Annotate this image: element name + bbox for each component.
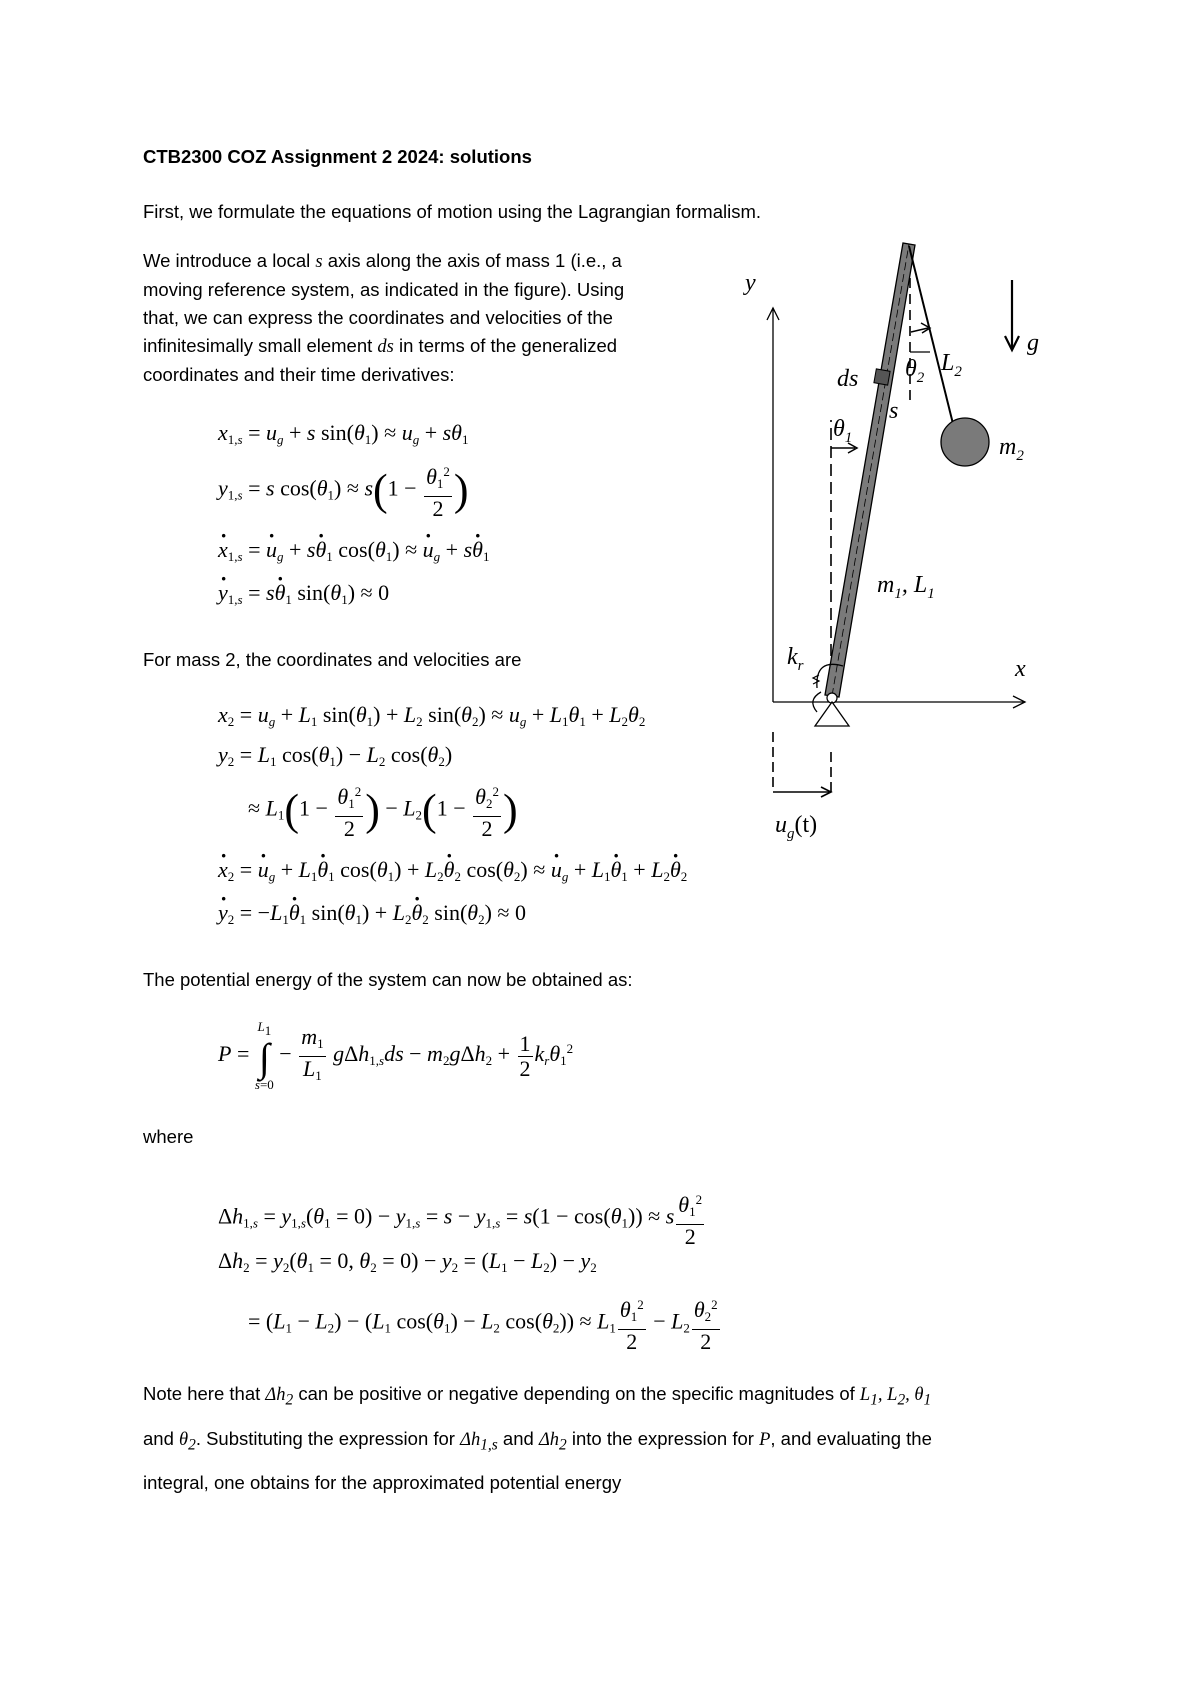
local-axis-paragraph: We introduce a local s axis along the axis of mass 1 (i.e., a moving reference system, as indicated in the figure). Using that, we can express the coordinates and velocities of the infinitesimally small element ds in terms of the generalized coordinates and their time derivatives: [143, 250, 625, 385]
double-pendulum-figure [725, 240, 1075, 850]
equation-y2-dot: · $y_2 = -L_1\cdot \theta_1$ $\sin(\theta_1) + L_2\cdot \theta_2$ $\sin(\theta_2) \approx 0$ [218, 900, 526, 928]
s-label: s [889, 398, 899, 424]
intro-text: First, we formulate the equations of motion using the Lagrangian formalism. [143, 201, 762, 222]
equation-x1s: $x_{1,s} = u_g + s$ $\sin(\theta_1) \approx u_g + s\theta_1$ [218, 420, 469, 447]
gravity-label: g [1027, 330, 1039, 356]
equation-y1s: $y_{1,s} = s$ $\cos(\theta_1) \approx s(1$ − $\frac{\theta_1^2}{2}$ ) [218, 460, 469, 521]
ds-label: ds [837, 366, 859, 392]
theta2-label: $\theta_2$ [905, 356, 925, 386]
equation-x2-dot: · $x_2$ = · $u_g + L_1\cdot \theta_1$ $\cos(\theta_1) + L_2\cdot \theta_2$ $\cos(\theta_2)$ ≈ · $u_g + L_1\cdot \theta_1 + L_2\cdot \theta_2$ [218, 857, 687, 885]
note-paragraph: Note here that $\Delta h_2$ can be positive or negative depending on the specific magnitudes of $L_1$, $L_2$, $\theta_1$ and $\theta_2$. Substituting the expression for $\Delta h_{1,s}$ and $\Delta h_2$ into the expression for P, and evaluating the integral, one obtains for the approximated potential energy [143, 1383, 932, 1494]
pendulum-string [909, 246, 957, 440]
L2-label: $L_2$ [941, 350, 962, 380]
mass2-text: For mass 2, the coordinates and velocities are [143, 649, 522, 670]
equation-delta-h2-approx: = $(L_1 - L_2) - (L_1$ $\cos(\theta_1) - L_2$ $\cos(\theta_2)) \approx L_1$ $\frac{\theta_1^2}{2}$ − $L_2$ $\frac{\theta_2^2}{2}$ [248, 1293, 722, 1354]
equation-x1s-dot: · $x_{1,s}$ = · $u_g + s\cdot \theta_1$ $\cos(\theta_1)$ ≈ · $u_g + s\cdot \theta_1$ [218, 537, 489, 565]
x-axis-label: x [1015, 656, 1026, 682]
potential-text: The potential energy of the system can now be obtained as: [143, 969, 633, 990]
m2-label: $m_2$ [999, 434, 1024, 464]
y-axis-label: y [745, 270, 756, 296]
pivot-support [815, 702, 849, 726]
ug-label: $u_g(t)$ [775, 812, 818, 842]
equation-y2-approx: ≈ $L_1(1$ − $\frac{\theta_1^2}{2}$ ) − $L_2(1$ − $\frac{\theta_2^2}{2}$ ) [248, 780, 518, 841]
where-text: where [143, 1126, 194, 1147]
ds-element [874, 369, 890, 385]
equation-x2: $x_2 = u_g + L_1$ $\sin(\theta_1) + L_2$ $\sin(\theta_2) \approx u_g + L_1\theta_1 + L_2\theta_2$ [218, 702, 646, 729]
equation-delta-h1s: $\Delta h_{1,s} = y_{1,s}(\theta_1 = 0) - y_{1,s} = s - y_{1,s} = s(1 - \cos(\theta_1)) \approx s$ $\frac{\theta_1^2}{2}$ [218, 1188, 706, 1249]
pendulum-bob-m2 [941, 418, 989, 466]
page-title: CTB2300 COZ Assignment 2 2024: solutions [143, 146, 532, 167]
theta1-label: $\theta_1$ [833, 416, 853, 446]
equation-potential-energy: $P = L_1$ ∫ s=0 − $\frac{m_1}{L_1}$ $g\Delta h_{1,s}ds - m_2g\Delta h_2$ + $\frac{1}{2}$ $k_r\theta_1^2$ [218, 1019, 574, 1092]
equation-y1s-dot: · $y_{1,s} = s\cdot \theta_1$ $\sin(\theta_1) \approx 0$ [218, 580, 389, 608]
m1-L1-label: $m_1$, $L_1$ [877, 572, 935, 602]
rod-mass-1 [825, 243, 915, 697]
equation-y2: $y_2 = L_1$ $\cos(\theta_1) - L_2$ $\cos(\theta_2)$ [218, 742, 453, 769]
kr-label: $k_r$ [787, 644, 804, 674]
equation-delta-h2: $\Delta h_2 = y_2(\theta_1 = 0$, $\theta_2 = 0) - y_2 = (L_1 - L_2) - y_2$ [218, 1248, 597, 1275]
